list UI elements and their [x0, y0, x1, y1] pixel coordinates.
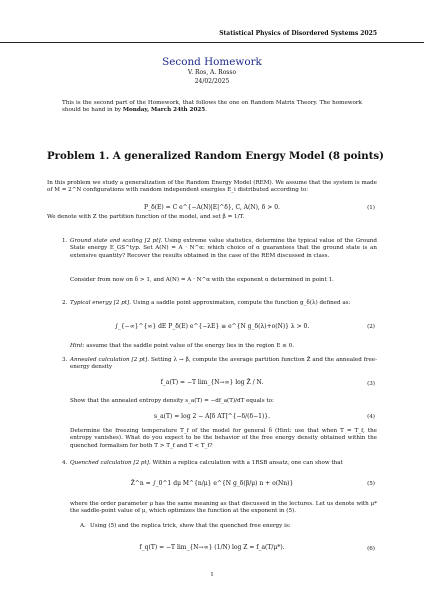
notation-paragraph: We denote with Z the partition function of the model, and set β = 1/T.	[47, 214, 245, 220]
document-title: Second Homework	[162, 56, 262, 68]
equation-6-number: (6)	[367, 546, 375, 552]
date: 24/02/2025	[194, 78, 230, 85]
problem-heading: Problem 1. A generalized Random Energy Model (8 points)	[47, 150, 384, 162]
deadline: Monday, March 24th 2025	[122, 107, 206, 114]
equation-2: ∫_{−∞}^{∞} dE P_δ(E) e^{−λE} ≡ e^{N g_δ(λ)+o(N)} λ > 0.	[114, 323, 310, 330]
entropy-paragraph: Show that the annealed entropy density s_a(T) = −df_a(T)/dT equals to:	[70, 398, 274, 404]
equation-3: f_a(T) = −T lim_{N→∞} log Z̄ / N.	[160, 379, 264, 386]
equation-3-number: (3)	[367, 381, 375, 387]
item-2: Typical energy [2 pt]. Using a saddle point approximation, compute the function g_δ(λ) defined as:	[70, 300, 351, 306]
item-1: Ground state and scaling [2 pt]. Using extreme value statistics, determine the typical value of the Ground State energy E_GS^typ. Set A(N) = A · N^α: which choice of α guarantees that the ground state is an extensive quantity? Recover the results obtained in the case of the REM discussed in class.	[70, 238, 377, 259]
item-4-number: 4.	[62, 460, 68, 466]
assumption-paragraph: Consider from now on δ > 1, and A(N) = A · N^α with the exponent α determined in point 1.	[70, 277, 334, 283]
page-number: 1	[210, 572, 214, 578]
item-4a: Using (5) and the replica trick, show that the quenched free energy is:	[90, 523, 291, 529]
equation-4: s_a(T) = log 2 − A[δ AT]^{−δ/(δ−1)}.	[153, 413, 271, 420]
item-2-number: 2.	[62, 300, 68, 306]
hint-paragraph: Hint: assume that the saddle point value of the energy lies in the region E ≤ 0.	[70, 343, 294, 349]
equation-1-number: (1)	[367, 205, 375, 211]
item-4: Quenched calculation [2 pt]. Within a replica calculation with a 1RSB ansatz, one can show that	[70, 460, 343, 466]
item-3: Annealed calculation [2 pt]. Setting λ → β, compute the average partition function Z̄ and the annealed free-energy density	[70, 357, 378, 371]
freezing-paragraph: Determine the freezing temperature T_f of the model for general δ (Hint: use that when T = T_f, the entropy vanishes). What do you expect to be the behavior of the free energy density obtained within the quenched formalism for both T > T_f and T < T_f?	[70, 428, 377, 449]
problem-intro: In this problem we study a generalization of the Random Energy Model (REM). We assume that the system is made of M = 2^N configurations with random independent energies E_i distributed according to:	[47, 180, 377, 194]
item-4a-number: A.	[80, 523, 86, 529]
running-header	[0, 30, 424, 43]
equation-4-number: (4)	[367, 414, 375, 420]
equation-2-number: (2)	[367, 324, 375, 330]
equation-5-number: (5)	[367, 481, 375, 487]
equation-5: Z̄^n = ∫_0^1 dμ M^{n/μ} e^{N g_δ(β/μ) n + o(Nn)}	[130, 480, 294, 487]
authors: V. Ros, A. Rosso	[187, 69, 237, 76]
intro-paragraph: This is the second part of the Homework, that follows the one on Random Matrix Theory. The homework should be hand in by Monday, March 24th 2025.	[62, 100, 362, 114]
equation-6: f_q(T) = −T lim_{N→∞} (1/N) log Z = f_a(T/μ*).	[139, 544, 285, 551]
item-1-number: 1.	[62, 238, 68, 244]
item-3-number: 3.	[62, 357, 68, 363]
equation-1: P_δ(E) = C e^{−A(N)|E|^δ}, C, A(N), δ > 0.	[144, 204, 280, 211]
course-title: Statistical Physics of Disordered Systems 2025	[219, 30, 377, 37]
order-parameter-paragraph: where the order parameter μ has the same meaning as that discussed in the lectures. Let us denote with μ* the saddle-point value of μ, which optimizes the function at the exponent in (5).	[70, 501, 377, 515]
